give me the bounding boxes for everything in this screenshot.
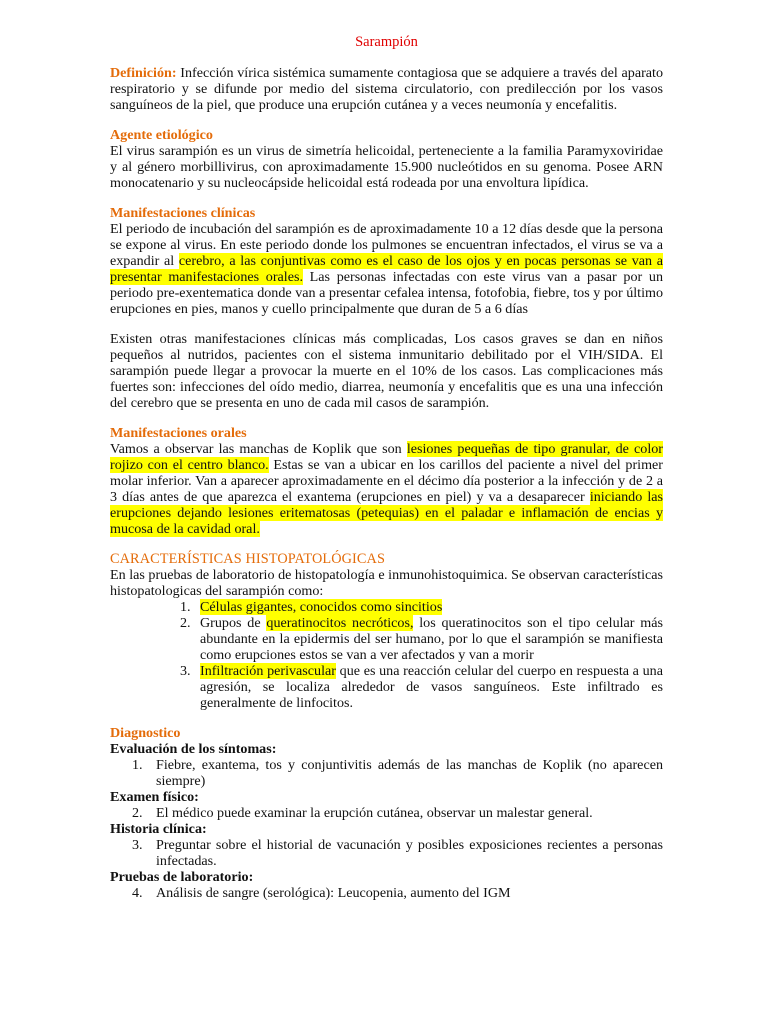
histopathology-section — [110, 551, 663, 711]
histopathology-heading: CARACTERÍSTICAS HISTOPATOLÓGICAS — [110, 551, 386, 567]
list-item-post: que es una reacción celular del cuerpo en respuesta a una agresión, se localiza alrededor de vasos sanguíneos. Este infiltrado es generalmente de linfocitos. — [200, 663, 663, 711]
list-item-post: los queratinocitos son el tipo celular más abundante en la epidermis del ser humano, por lo que el sarampión se manifiesta como erupciones estos se van a ver afectados y van a morir — [200, 615, 663, 663]
list-item-text: Análisis de sangre (serológica): Leucopenia, aumento del IGM — [156, 885, 511, 901]
definition-label: Definición: — [110, 65, 177, 81]
list-item — [180, 615, 663, 663]
oral-highlight-2: iniciando las erupciones dejando lesiones eritematosas (petequias) en el paladar e inflamación de encias y mucosa de la cavidad oral. — [110, 489, 663, 537]
document-title: Sarampión — [355, 34, 418, 50]
diagnosis-list — [110, 757, 663, 789]
clinical-section — [110, 205, 663, 411]
histopathology-list — [110, 599, 663, 711]
agent-heading: Agente etiológico — [110, 127, 213, 143]
clinical-paragraph-1 — [110, 221, 663, 317]
list-item-highlight: Células gigantes, conocidos como sincitios — [200, 599, 443, 615]
list-item-number: 1. — [132, 757, 143, 773]
agent-paragraph: El virus sarampión es un virus de simetría helicoidal, perteneciente a la familia Paramyxoviridae y al género morbillivirus, con aproximadamente 15.900 nucleótidos en su genoma. Posee ARN monocatenario y su nucleocápside helicoidal está rodeada por una envoltura lipídica. — [110, 143, 663, 191]
diagnosis-heading: Diagnostico — [110, 725, 181, 741]
definition-text: Infección vírica sistémica sumamente contagiosa que se adquiere a través del aparato respiratorio y se difunde por medio del sistema circulatorio, con predilección por los vasos sanguíneos de la piel, que produce una erupción cutánea y a veces neumonía y encefalitis. — [110, 65, 663, 113]
list-item-highlight: Infiltración perivascular — [200, 663, 336, 679]
list-item — [132, 805, 663, 821]
clinical-paragraph-2: Existen otras manifestaciones clínicas más complicadas, Los casos graves se dan en niños pequeños al nutridos, pacientes con el sistema inmunitario debilitado por el VIH/SIDA. El sarampión puede llegar a provocar la muerte en el 10% de los casos. Las complicaciones más fuertes son: infecciones del oído medio, diarrea, neumonía y encefalitis que es una una infección del cerebro que se presenta en uno de cada mil casos de sarampión. — [110, 331, 663, 411]
agent-section — [110, 127, 663, 191]
clinical-highlight: cerebro, a las conjuntivas como es el caso de los ojos y en pocas personas se van a presentar manifestaciones orales. — [110, 253, 663, 285]
oral-text-b: Estas se van a ubicar en los carillos del paciente a nivel del primer molar inferior. Van a aparecer aproximadamente en el décimo día posterior a la infección y de 2 a 3 días antes de que aparezca el exantema (erupciones en piel) y va a desaparecer — [110, 457, 663, 505]
list-item-number: 2. — [180, 615, 191, 631]
diagnosis-list — [110, 805, 663, 821]
list-item-number: 3. — [132, 837, 143, 853]
list-item-number: 1. — [180, 599, 191, 615]
list-item — [132, 837, 663, 869]
list-item-number: 4. — [132, 885, 143, 901]
list-item — [132, 757, 663, 789]
definition-paragraph — [110, 65, 663, 113]
diagnosis-subheading: Historia clínica: — [110, 821, 207, 837]
diagnosis-subheading: Pruebas de laboratorio: — [110, 869, 254, 885]
list-item-text — [200, 599, 663, 615]
diagnosis-section — [110, 725, 663, 901]
oral-section — [110, 425, 663, 537]
list-item-number: 3. — [180, 663, 191, 679]
oral-paragraph — [110, 441, 663, 537]
histopathology-intro: En las pruebas de laboratorio de histopatología e inmunohistoquimica. Se observan características histopatologicas del sarampión como: — [110, 567, 663, 599]
definition-section — [110, 65, 663, 113]
diagnosis-subheading: Evaluación de los síntomas: — [110, 741, 277, 757]
list-item — [132, 885, 663, 901]
paragraph-gap — [110, 317, 663, 331]
oral-text-a: Vamos a observar las manchas de Koplik que son — [110, 441, 407, 457]
list-item-highlight: queratinocitos necróticos, — [266, 615, 414, 631]
diagnosis-subheading: Examen físico: — [110, 789, 199, 805]
list-item-text: El médico puede examinar la erupción cutánea, observar un malestar general. — [156, 805, 593, 821]
list-item-pre: Grupos de — [200, 615, 267, 631]
list-item-text — [200, 615, 663, 663]
diagnosis-list — [110, 837, 663, 869]
list-item-number: 2. — [132, 805, 143, 821]
list-item — [180, 599, 663, 615]
clinical-heading: Manifestaciones clínicas — [110, 205, 256, 221]
list-item-text — [200, 663, 663, 711]
diagnosis-list — [110, 885, 663, 901]
clinical-text-b: Las personas infectadas con este virus van a pasar por un periodo pre-exentematica donde van a presentar cefalea intensa, fotofobia, fiebre, tos y por último erupciones en pies, manos y cuello principalmente que duran de 5 a 6 días — [110, 269, 663, 317]
oral-highlight-1: lesiones pequeñas de tipo granular, de color rojizo con el centro blanco. — [110, 441, 663, 473]
clinical-text-a: El periodo de incubación del sarampión es de aproximadamente 10 a 12 días desde que la persona se expone al virus. En este periodo donde los pulmones se encuentran infectados, el virus se va a expandir al — [110, 221, 663, 269]
list-item-text: Fiebre, exantema, tos y conjuntivitis además de las manchas de Koplik (no aparecen siempre) — [156, 757, 663, 789]
oral-heading: Manifestaciones orales — [110, 425, 247, 441]
list-item-text: Preguntar sobre el historial de vacunación y posibles exposiciones recientes a personas infectadas. — [156, 837, 663, 869]
list-item — [180, 663, 663, 711]
